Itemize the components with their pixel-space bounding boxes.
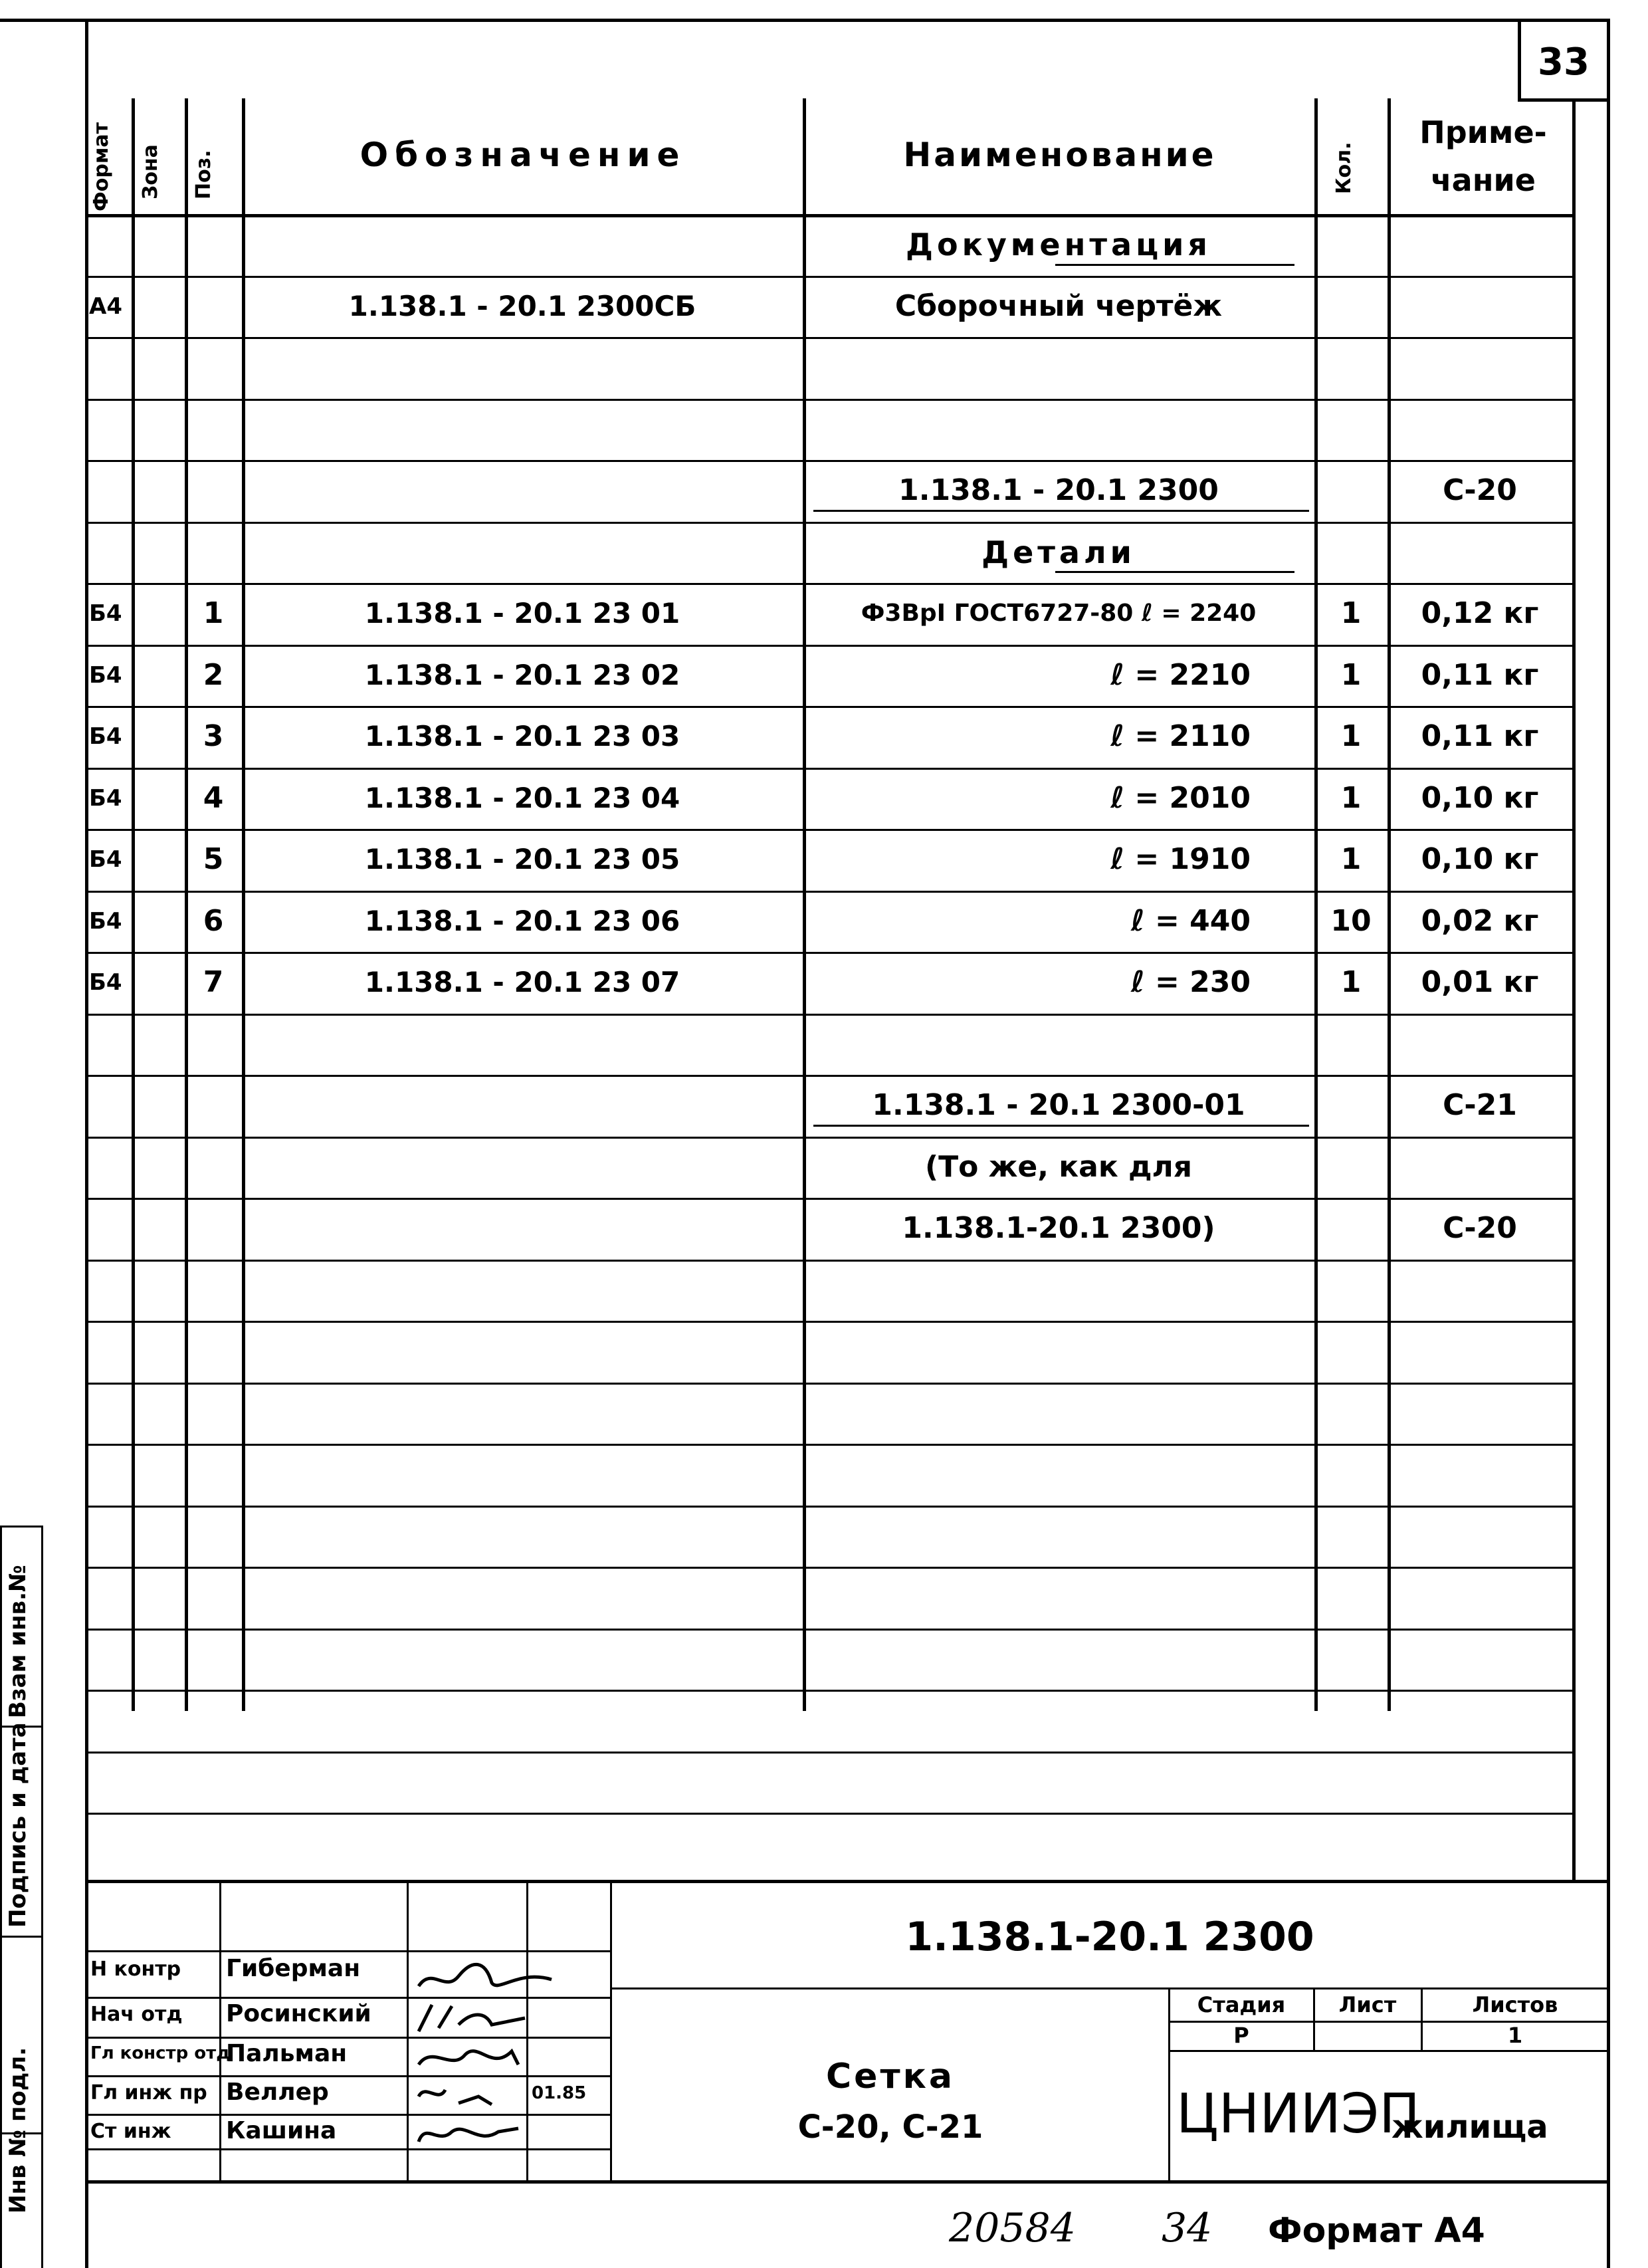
row-line: [85, 522, 1572, 524]
col-zone-left: [132, 98, 135, 1711]
side-replace-inv: Взам инв.№: [5, 1565, 31, 1718]
cell-designation: 1.138.1 - 20.1 23 04: [364, 781, 680, 814]
tb-sheets-label: Листов: [1472, 1992, 1558, 2017]
col-designation-left: [242, 98, 245, 1711]
tb-title-line2: С-20, С-21: [797, 2108, 983, 2146]
col-name-left: [803, 98, 806, 1711]
row-line: [85, 1137, 1572, 1139]
row-line: [85, 1321, 1572, 1323]
cell-name: 1.138.1 - 20.1 2300: [898, 473, 1219, 507]
row-line: [85, 1752, 1572, 1754]
cell-pos: 1: [203, 596, 224, 630]
row-line: [85, 1383, 1572, 1385]
cell-designation: 1.138.1 - 20.1 23 07: [364, 966, 680, 998]
row-line: [85, 1567, 1572, 1569]
cell-name: ℓ = 2010: [1110, 780, 1251, 815]
cell-format: Б4: [89, 723, 122, 750]
cell-pos: 3: [203, 719, 224, 753]
tb-org-small: жилища: [1391, 2108, 1548, 2146]
underline: [1055, 264, 1294, 266]
sig-date-4: 01.85: [532, 2083, 587, 2103]
sig-role-3: Гл констр отд: [90, 2043, 231, 2063]
header-format: Формат: [90, 122, 113, 211]
row-line: [85, 583, 1572, 585]
cell-designation: 1.138.1 - 20.1 2300СБ: [348, 289, 696, 322]
cell-pos: 2: [203, 657, 224, 692]
signature-mark-4: [412, 2077, 512, 2114]
tb-sig-row-5: [85, 2114, 611, 2116]
cell-note: 0,11 кг: [1421, 657, 1539, 692]
sig-role-1: Н контр: [90, 1958, 181, 1981]
tb-sig-row-4: [85, 2075, 611, 2077]
tb-sheet-label: Лист: [1338, 1992, 1397, 2017]
cell-note: 0,12 кг: [1421, 596, 1539, 630]
cell-designation: 1.138.1 - 20.1 23 02: [364, 658, 680, 691]
side-strip-right-line: [41, 1526, 43, 2268]
header-note-line2: чание: [1431, 162, 1536, 198]
sig-role-5: Ст инж: [90, 2120, 171, 2143]
cell-pos: 5: [203, 842, 224, 876]
cell-name: ℓ = 440: [1130, 903, 1251, 938]
row-line: [85, 706, 1572, 708]
row-line: [85, 1075, 1572, 1077]
cell-name: Ф3ВрI ГОСТ6727-80 ℓ = 2240: [861, 600, 1257, 627]
tb-sig-col-2: [407, 1880, 409, 2180]
tb-sig-row-3: [85, 2037, 611, 2039]
row-line: [85, 460, 1572, 462]
header-bottom-line: [85, 214, 1572, 217]
side-inv-orig: Инв № подл.: [5, 2047, 31, 2213]
footer-format-label: Формат А4: [1268, 2211, 1485, 2251]
tb-stage-row-2: [1168, 2050, 1608, 2052]
sheet-number-box-bottom: [1518, 98, 1608, 102]
cell-name: ℓ = 2110: [1110, 719, 1251, 753]
cell-note: 0,02 кг: [1421, 903, 1539, 938]
row-line: [85, 645, 1572, 647]
cell-name: Детали: [981, 534, 1136, 570]
signature-mark-3: [412, 2038, 525, 2077]
header-note-line1: Приме-: [1419, 114, 1547, 150]
tb-sig-col-1: [219, 1880, 221, 2180]
cell-qty: 1: [1340, 842, 1362, 876]
sig-name-1: Гиберман: [226, 1955, 361, 1982]
cell-qty: 1: [1340, 965, 1362, 999]
row-line: [85, 952, 1572, 954]
cell-qty: 1: [1340, 596, 1362, 630]
underline: [1055, 571, 1294, 573]
header-qty: Кол.: [1332, 142, 1356, 194]
cell-format: Б4: [89, 600, 122, 627]
cell-format: А4: [89, 292, 122, 320]
signature-mark-2: [412, 1998, 532, 2038]
row-line: [85, 768, 1572, 770]
cell-note: 0,10 кг: [1421, 780, 1539, 815]
side-strip-left-line: [0, 1526, 2, 2268]
row-line: [85, 1260, 1572, 1262]
col-note-right: [1572, 98, 1576, 1880]
col-note-left: [1388, 98, 1391, 1711]
signature-mark-1: [412, 1953, 558, 1999]
underline: [813, 510, 1309, 512]
cell-format: Б4: [89, 907, 122, 935]
tb-stage-label: Стадия: [1197, 1992, 1286, 2017]
sig-name-2: Росинский: [226, 2000, 371, 2027]
tb-top-line: [85, 1880, 1608, 1883]
tb-bottom-line: [85, 2180, 1608, 2184]
cell-format: Б4: [89, 969, 122, 996]
side-strip-divider-2: [0, 1936, 43, 1938]
cell-name: ℓ = 230: [1130, 965, 1251, 999]
header-zone: Зона: [139, 144, 162, 199]
cell-format: Б4: [89, 846, 122, 873]
cell-name: (То же, как для: [924, 1149, 1193, 1184]
cell-designation: 1.138.1 - 20.1 23 05: [364, 843, 680, 875]
cell-pos: 6: [203, 903, 224, 938]
cell-designation: 1.138.1 - 20.1 23 03: [364, 720, 680, 752]
underline: [813, 1125, 1309, 1127]
side-strip-top-line: [0, 1526, 43, 1528]
cell-format: Б4: [89, 784, 122, 812]
frame-top-line: [0, 19, 1608, 22]
header-designation: Обозначение: [360, 136, 686, 174]
row-line: [85, 1629, 1572, 1631]
tb-title-line1: Сетка: [826, 2057, 955, 2097]
cell-pos: 4: [203, 780, 224, 815]
sig-name-4: Веллер: [226, 2079, 329, 2106]
cell-qty: 1: [1340, 719, 1362, 753]
tb-sheets-value: 1: [1507, 2023, 1523, 2048]
row-line: [85, 1690, 1572, 1692]
tb-sig-row-6: [85, 2148, 611, 2150]
row-line: [85, 1198, 1572, 1200]
tb-org-big: ЦНИИЭП: [1176, 2083, 1420, 2146]
cell-note: 0,10 кг: [1421, 842, 1539, 876]
cell-qty: 1: [1340, 780, 1362, 815]
sheet-number: 33: [1538, 41, 1590, 84]
cell-qty: 1: [1340, 657, 1362, 692]
cell-designation: 1.138.1 - 20.1 23 06: [364, 904, 680, 937]
cell-name: 1.138.1-20.1 2300): [902, 1211, 1215, 1245]
tb-stage-value: Р: [1233, 2023, 1249, 2048]
sig-name-5: Кашина: [226, 2117, 337, 2144]
tb-code-line: [611, 1987, 1608, 1989]
header-name: Наименование: [903, 136, 1217, 174]
sig-role-2: Нач отд: [90, 2003, 183, 2026]
footer-archive-sheet: 34: [1162, 2205, 1213, 2251]
cell-note: С-20: [1443, 1211, 1517, 1245]
row-line: [85, 829, 1572, 831]
row-line: [85, 276, 1572, 278]
row-line: [85, 337, 1572, 339]
row-line: [85, 399, 1572, 401]
cell-note: С-20: [1443, 473, 1517, 507]
cell-note: 0,11 кг: [1421, 719, 1539, 753]
cell-name: ℓ = 2210: [1110, 657, 1251, 692]
row-line: [85, 891, 1572, 893]
tb-sig-row-1: [85, 1950, 611, 1952]
row-line: [85, 1014, 1572, 1016]
col-qty-left: [1314, 98, 1318, 1711]
side-sign-date: Подпись и дата: [5, 1722, 31, 1928]
sig-role-4: Гл инж пр: [90, 2081, 207, 2104]
cell-qty: 10: [1330, 903, 1372, 938]
cell-format: Б4: [89, 661, 122, 689]
sig-name-3: Пальман: [226, 2040, 348, 2067]
cell-designation: 1.138.1 - 20.1 23 01: [364, 597, 680, 629]
col-pos-left: [185, 98, 188, 1711]
frame-left-line: [85, 19, 88, 2268]
row-line: [85, 1506, 1572, 1508]
cell-name: Сборочный чертёж: [894, 288, 1223, 323]
cell-note: 0,01 кг: [1421, 965, 1539, 999]
row-line: [85, 1444, 1572, 1446]
cell-name: ℓ = 1910: [1110, 842, 1251, 876]
header-pos: Поз.: [192, 150, 215, 199]
cell-pos: 7: [203, 965, 224, 999]
tb-stage-col-left: [1168, 1987, 1170, 2180]
cell-name: 1.138.1 - 20.1 2300-01: [872, 1088, 1245, 1122]
cell-name: Документация: [906, 227, 1211, 263]
footer-archive-number: 20584: [949, 2205, 1076, 2251]
tb-document-code: 1.138.1-20.1 2300: [905, 1914, 1314, 1960]
signature-mark-5: [412, 2115, 525, 2151]
row-line: [85, 1813, 1572, 1815]
cell-note: С-21: [1443, 1088, 1517, 1122]
